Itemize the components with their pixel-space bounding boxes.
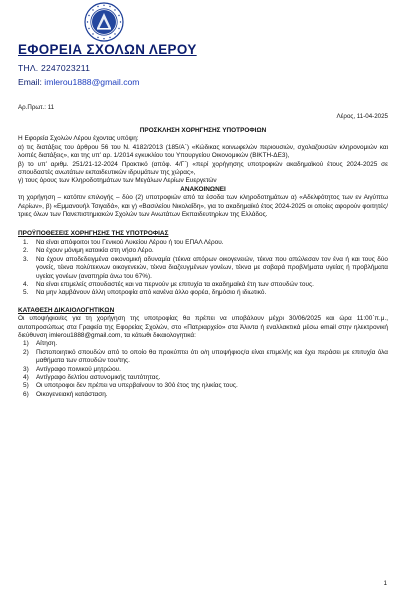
condition-item: 1. Να είναι απόφοιτοι του Γενικού Λυκείου Λέρου ή του ΕΠΑΛ Λέρου.	[23, 238, 224, 246]
announce-heading: ΑΝΑΚΟΙΝΩΝΕΙ	[180, 185, 226, 193]
intro-line: Η Εφορεία Σχολών Λέρου έχοντας υπόψη:	[18, 135, 139, 143]
consideration-c: γ) τους όρους των Κληροδοτημάτων των Μεγάλων Λερίων Ευεργετών	[18, 177, 217, 185]
page-title: ΕΦΟΡΕΙΑ ΣΧΟΛΩΝ ΛΕΡΟΥ	[18, 42, 197, 57]
document-item: 5) Οι υποτροφοι δεν πρέπει να υπερβαίνουν το 30ό έτος της ηλικίας τους.	[23, 382, 238, 390]
document-item: 2) Πιστοποιητικό σπουδών από το οποίο θα προκύπτει ότι ο/η υποψήφιος/α είναι επιμελής και έχει περάσει με επιτυχία όλα μαθήματα των σπουδών του/της.	[23, 348, 388, 365]
email-link[interactable]: imlerou1888@gmail.com	[44, 77, 140, 87]
document-item: 1) Αίτηση.	[23, 340, 58, 348]
document-body	[18, 127, 388, 399]
consideration-b: β) το υπ’ αριθμ. 251/21-12-2024 Πρακτικό (απόφ. 4/Γ΄) «περί χορήγησης υποτροφιών ακαδημαϊκού έτους 2024-2025 σε σπουδαστές ανωτάτων εκπαιδευτικών ιδρυμάτων της χώρας»,	[18, 160, 388, 177]
documents-paragraph: Οι υποψήφιοι/ες για τη χορήγηση της υποτροφίας θα πρέπει να υποβάλουν μέχρι 30/06/2025 και ώρα 11:00΄π.μ., αυτοπροσώπως στα Γραφεία της Εφορείας Σχολών, στο «Πατριαρχείο» στα Άλιντα ή εναλλακτικά μέσω email στην ηλεκτρονική διεύθυνση imlerou1888@gmail.com, τα κάτωθι δικαιολογητικά:	[18, 315, 388, 339]
condition-item: 4. Να είναι επιμελείς σπουδαστές και να περνούν με επιτυχία τα ακαδημαϊκά έτη των σπουδών τους.	[23, 280, 314, 288]
condition-item: 5. Να μην λαμβάνουν άλλη υποτροφία από κανένα άλλο φορέα, δημόσιο ή ιδιωτικό.	[23, 289, 267, 297]
protocol-number: Αρ.Πρωτ.: 11	[18, 104, 55, 111]
email-line	[18, 77, 139, 87]
email-label: Email:	[18, 77, 42, 87]
documents-heading: ΚΑΤΑΘΕΣΗ ΔΙΚΑΙΟΛΟΓΗΤΙΚΩΝ	[18, 306, 115, 314]
page-number: 1	[383, 580, 387, 587]
documents-list	[18, 340, 388, 399]
consideration-a: α) τις διατάξεις του άρθρου 56 του Ν. 4182/2013 (185/Α΄) «Κώδικας κοινωφελών περιουσιών, σχολαζουσών κληρονομιών και λοιπές διατάξεις», και της υπ’ αρ. 1/2014 εγκυκλίου του Υπουργείου Οικονομικών (ΒΙΚΤΗ-ΔΕ3),	[18, 143, 388, 160]
document-item: 6) Οικογενειακή κατάσταση.	[23, 390, 108, 398]
document-heading: ΠΡΟΣΚΛΗΣΗ ΧΟΡΗΓΗΣΗΣ ΥΠΟΤΡΟΦΙΩΝ	[139, 127, 267, 134]
conditions-list	[18, 239, 388, 298]
condition-item: 3. Να έχουν αποδεδειγμένα οικονομική αδυναμία (τέκνα απόρων οικογενειών, τέκνα που απώλεσαν τον ένα ή και τους δύο γονείς, τέκνα πολύτεκνων οικογενειών, τέκνα διαζευγμένων γονέων, τέκνα με σοβαρά προβλήματα υγείας ή προβλήματα υγείας γονέων (αναπηρία άνω του 67%).	[23, 255, 388, 280]
condition-item: 2. Να έχουν μόνιμη κατοικία στη νήσο Λέρο.	[23, 247, 154, 255]
announce-paragraph: τη χορήγηση – κατόπιν επιλογής – δύο (2) υποτροφιών από τα έσοδα των κληροδοτημάτων α) «Αδελφότητος των εν Αιγύπτω Λερίων», β) «Εμμανουήλ Τσιγαδά», και γ) «Βασιλείου Νικολαΐδη», για το ακαδημαϊκό έτος 2024-2025 οι οποίες αφορούν φοιτητές/τριες όλων των Πανεπιστημιακών Σχολών των Ανωτάτων Εκπαιδευτηρίων της Ελλάδος.	[18, 194, 388, 219]
phone-number: ΤΗΛ. 2247023211	[18, 63, 91, 73]
document-item: 4) Αντίγραφο δελτίου αστυνομικής ταυτότητας.	[23, 373, 161, 381]
document-date: Λέρος, 11-04-2025	[336, 113, 388, 120]
document-item: 3) Αντίγραφο ποινικού μητρώου.	[23, 365, 121, 373]
school-board-seal-logo	[84, 2, 124, 42]
conditions-heading: ΠΡΟΫΠΟΘΕΣΕΙΣ ΧΟΡΗΓΗΣΗΣ ΤΗΣ ΥΠΟΤΡΟΦΙΑΣ	[18, 230, 169, 238]
